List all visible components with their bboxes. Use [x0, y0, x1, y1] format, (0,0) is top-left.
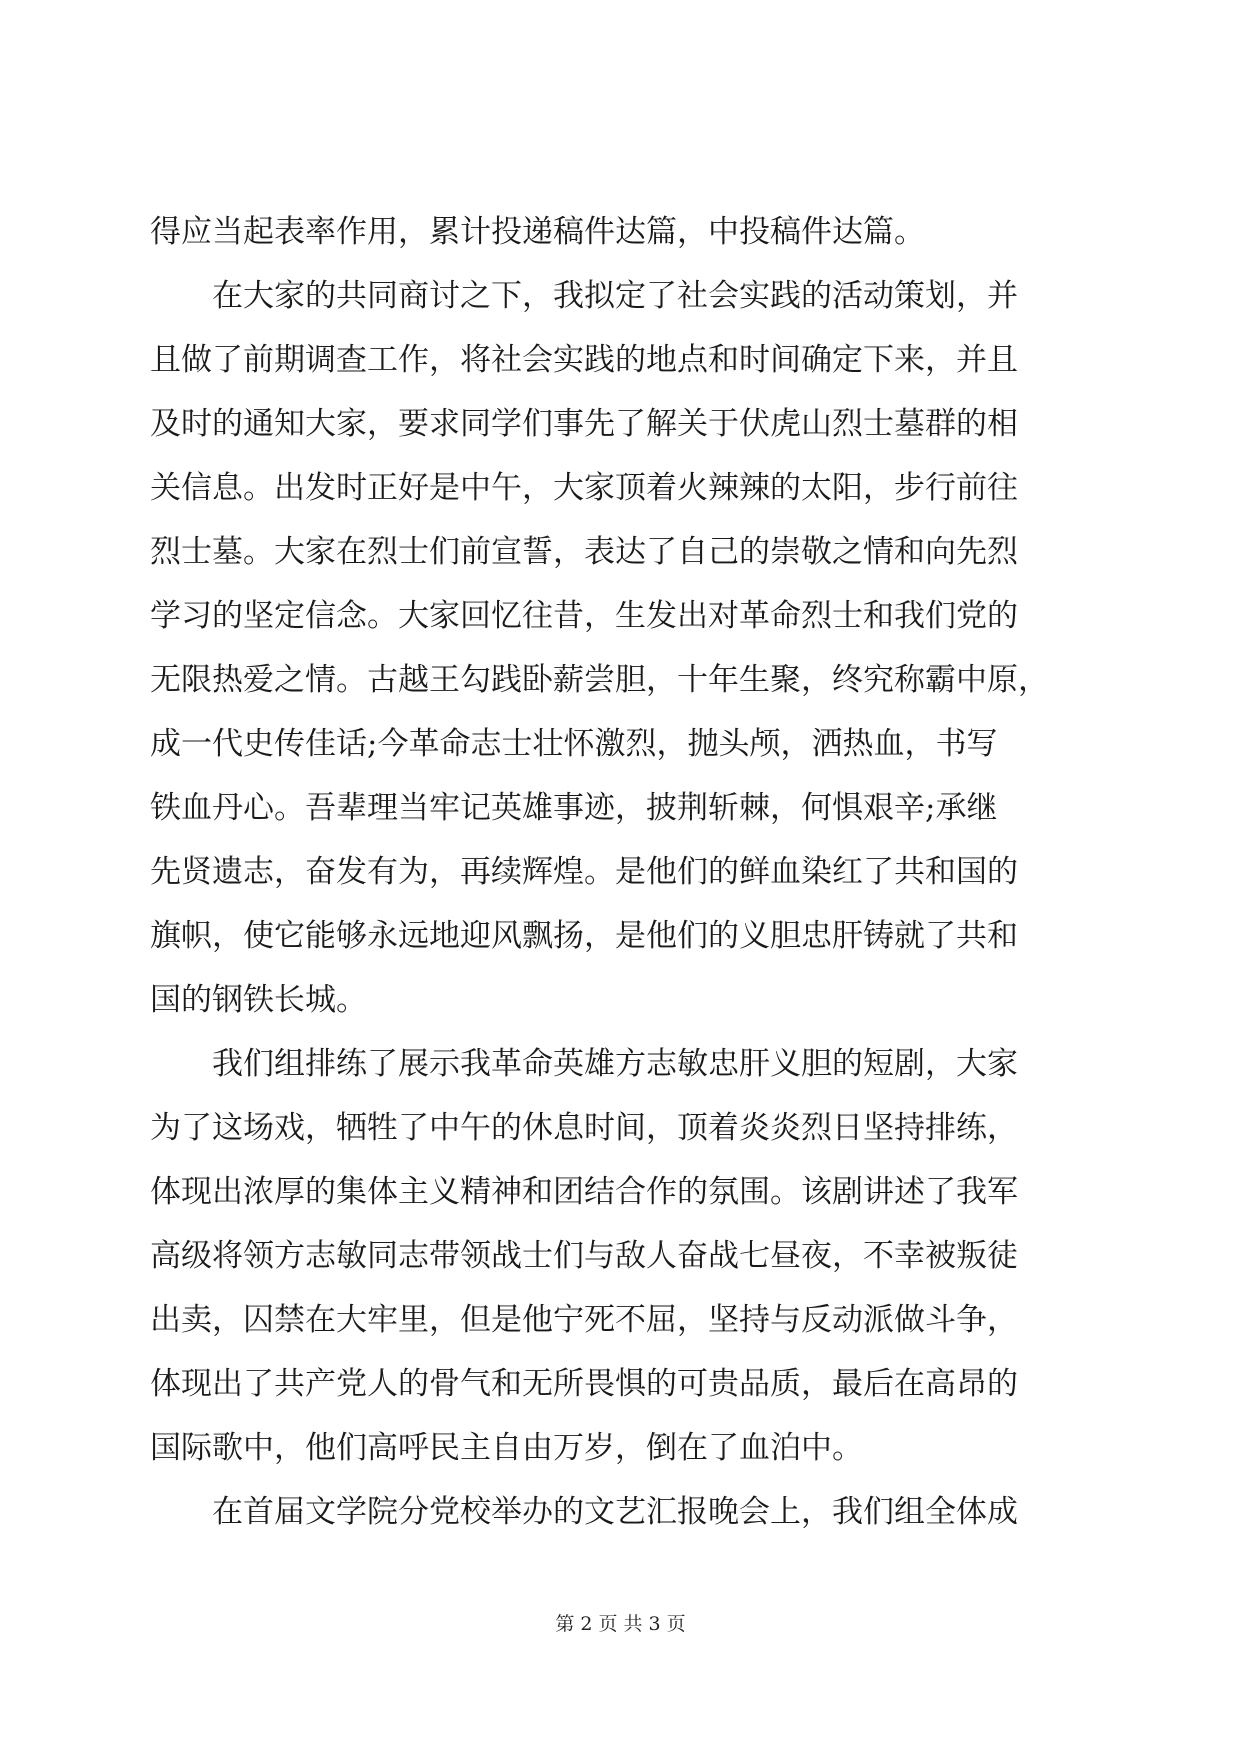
document-body — [150, 200, 1090, 1544]
paragraph-3-line-6: 体现出了共产党人的骨气和无所畏惧的可贵品质，最后在高昂的 — [150, 1366, 1018, 1402]
paragraph-2-line-8: 成一代史传佳话;今革命志士壮怀激烈，抛头颅，洒热血，书写 — [150, 726, 998, 762]
paragraph-3-line-3: 体现出浓厚的集体主义精神和团结合作的氛围。该剧讲述了我军 — [150, 1174, 1018, 1210]
paragraph-2-line-4: 关信息。出发时正好是中午，大家顶着火辣辣的太阳，步行前往 — [150, 470, 1018, 506]
paragraph-2-line-5: 烈士墓。大家在烈士们前宣誓，表达了自己的崇敬之情和向先烈 — [150, 534, 1018, 570]
paragraph-2-line-6: 学习的坚定信念。大家回忆往昔，生发出对革命烈士和我们党的 — [150, 598, 1018, 634]
paragraph-3-line-7: 国际歌中，他们高呼民主自由万岁，倒在了血泊中。 — [150, 1430, 863, 1466]
paragraph-3-line-4: 高级将领方志敏同志带领战士们与敌人奋战七昼夜，不幸被叛徒 — [150, 1238, 1018, 1274]
paragraph-2-line-1: 在大家的共同商讨之下，我拟定了社会实践的活动策划，并 — [212, 278, 1018, 314]
paragraph-2-line-3: 及时的通知大家，要求同学们事先了解关于伏虎山烈士墓群的相 — [150, 406, 1018, 442]
paragraph-1-line-1: 得应当起表率作用，累计投递稿件达篇，中投稿件达篇。 — [150, 214, 925, 250]
paragraph-2-line-7: 无限热爱之情。古越王勾践卧薪尝胆，十年生聚，终究称霸中原， — [150, 662, 1049, 698]
paragraph-2-line-10: 先贤遗志，奋发有为，再续辉煌。是他们的鲜血染红了共和国的 — [150, 854, 1018, 890]
paragraph-3-line-2: 为了这场戏，牺牲了中午的休息时间，顶着炎炎烈日坚持排练， — [150, 1110, 1018, 1146]
paragraph-2-line-9: 铁血丹心。吾辈理当牢记英雄事迹，披荆斩棘，何惧艰辛;承继 — [150, 790, 998, 826]
paragraph-3-line-5: 出卖，囚禁在大牢里，但是他宁死不屈，坚持与反动派做斗争， — [150, 1302, 1018, 1338]
page-number-footer: 第 2 页 共 3 页 — [555, 1613, 686, 1635]
paragraph-2-line-2: 且做了前期调查工作，将社会实践的地点和时间确定下来，并且 — [150, 342, 1018, 378]
paragraph-4-line-1: 在首届文学院分党校举办的文艺汇报晚会上，我们组全体成 — [212, 1494, 1018, 1530]
paragraph-2-line-11: 旗帜，使它能够永远地迎风飘扬，是他们的义胆忠肝铸就了共和 — [150, 918, 1018, 954]
paragraph-2-line-12: 国的钢铁长城。 — [150, 982, 367, 1018]
paragraph-3-line-1: 我们组排练了展示我革命英雄方志敏忠肝义胆的短剧，大家 — [212, 1046, 1018, 1082]
